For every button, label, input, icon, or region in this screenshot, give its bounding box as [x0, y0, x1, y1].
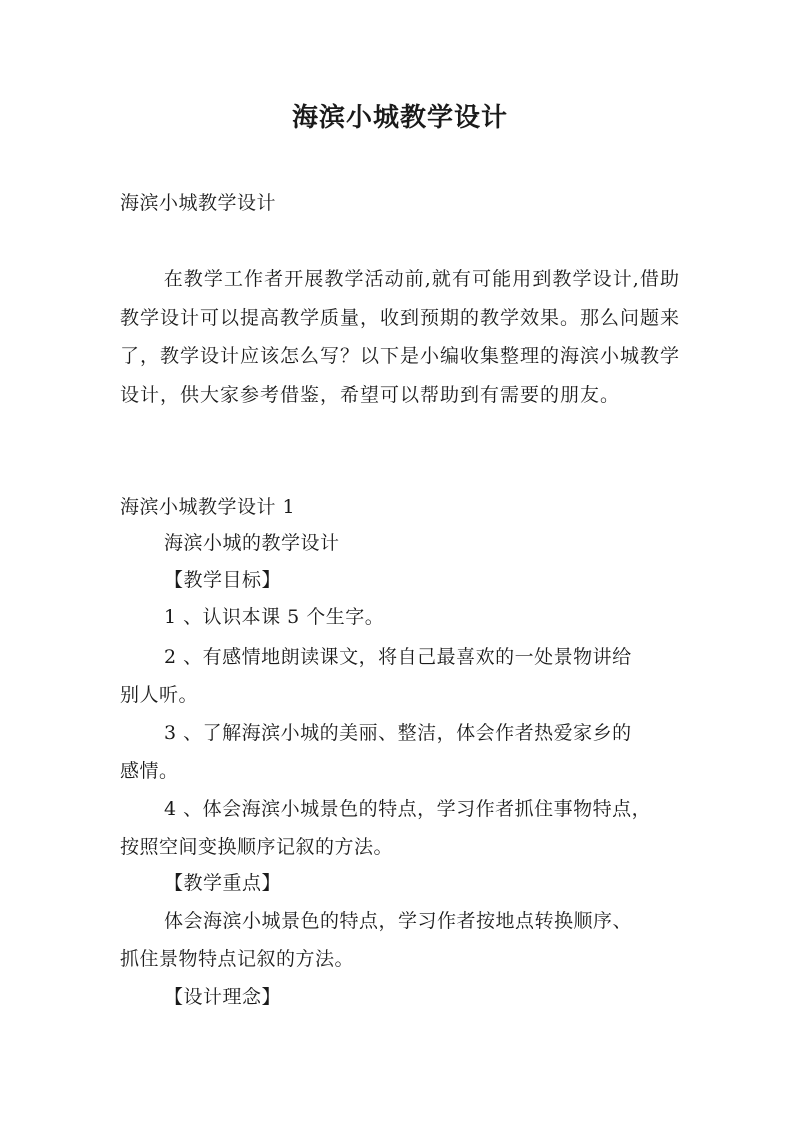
goal-item-4-continued: 按照空间变换顺序记叙的方法。 — [120, 836, 394, 858]
document-subtitle: 海滨小城教学设计 — [120, 192, 277, 214]
goal-item-3-continued: 感情。 — [120, 760, 179, 782]
goal-item-2: 2 、有感情地朗读课文，将自己最喜欢的一处景物讲给 — [164, 646, 632, 668]
intro-paragraph: 在教学工作者开展教学活动前,就有可能用到教学设计,借助教学设计可以提高教学质量，收到预期的教学效果。那么问题来了，教学设计应该怎么写？以下是小编收集整理的海滨小城教学设计，供大家参考借鉴，希望可以帮助到有需要的朋友。 — [120, 268, 681, 406]
key-points-text-continued: 抓住景物特点记叙的方法。 — [120, 948, 355, 970]
document-title: 海滨小城教学设计 — [291, 103, 508, 133]
goal-item-2-continued: 别人听。 — [120, 684, 199, 706]
concept-heading: 【设计理念】 — [164, 986, 282, 1008]
goals-heading: 【教学目标】 — [164, 569, 282, 591]
key-points-text: 体会海滨小城景色的特点，学习作者按地点转换顺序、 — [164, 910, 633, 932]
key-points-heading: 【教学重点】 — [164, 872, 282, 894]
goal-item-3: 3 、了解海滨小城的美丽、整洁，体会作者热爱家乡的 — [164, 722, 632, 744]
goal-item-1: 1 、认识本课 5 个生字。 — [164, 606, 385, 628]
lesson-title: 海滨小城的教学设计 — [164, 532, 340, 554]
section-heading: 海滨小城教学设计 1 — [120, 496, 296, 518]
goal-item-4: 4 、体会海滨小城景色的特点，学习作者抓住事物特点， — [164, 798, 652, 820]
